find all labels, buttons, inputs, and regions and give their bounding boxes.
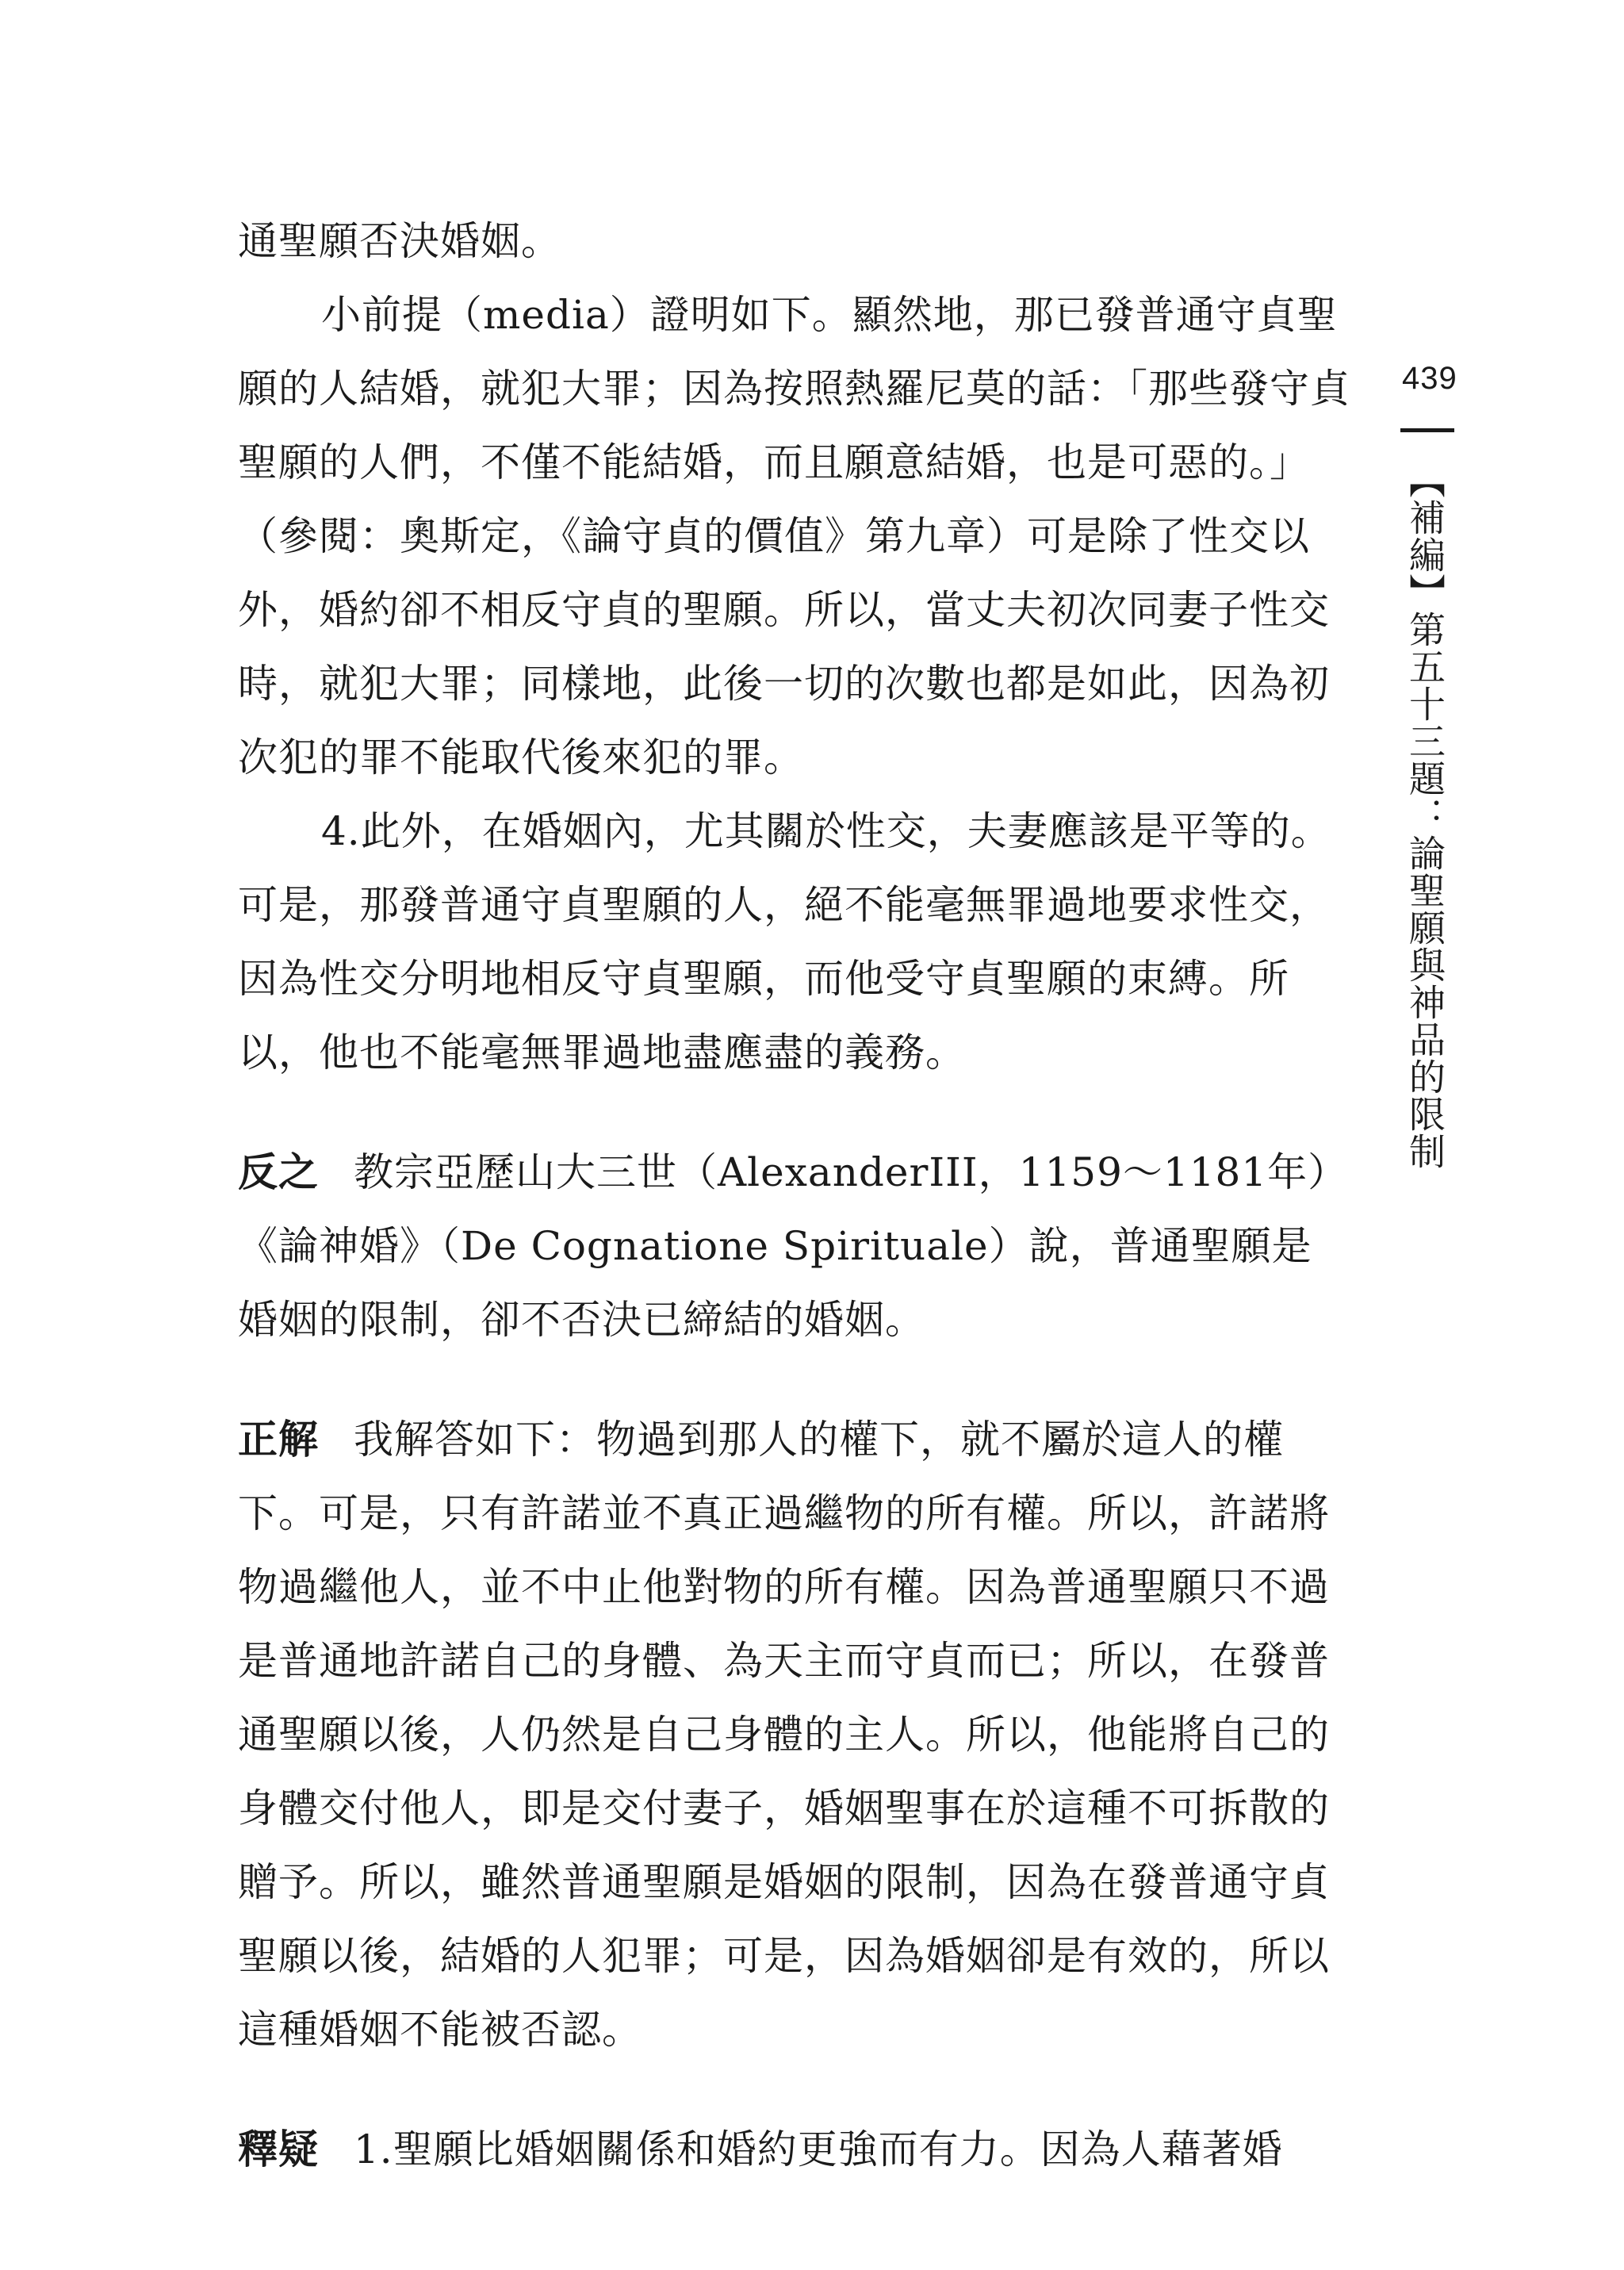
- on-the-contrary-text: 教宗亞歷山大三世（AlexanderIII，1159～1181年）《論神婚》（De Cognatione Spirituale）說，普通聖願是婚姻的限制，卻不否決已締結的婚姻。: [238, 1149, 1349, 1343]
- paragraph-answer: [238, 1403, 1352, 2067]
- paragraph-reply: [238, 2113, 1352, 2187]
- running-title: 【補編】第五十三題：論聖願與神品的限制: [1404, 462, 1446, 1170]
- section-label-on-the-contrary: 反之: [238, 1149, 319, 1195]
- reply-text: 1.聖願比婚姻關係和婚約更強而有力。因為人藉著婚: [354, 2126, 1283, 2172]
- paragraph-objection-4: 4.此外，在婚姻內，尤其關於性交，夫妻應該是平等的。可是，那發普通守貞聖願的人，絕不能毫無罪過地要求性交，因為性交分明地相反守貞聖願，而他受守貞聖願的束縛。所以，他也不能毫無罪過地盡應盡的義務。: [238, 808, 1331, 1076]
- answer-text: 我解答如下：物過到那人的權下，就不屬於這人的權下。可是，只有許諾並不真正過繼物的所有權。所以，許諾將物過繼他人，並不中止他對物的所有權。因為普通聖願只不過是普通地許諾自己的身體、為天主而守貞而已；所以，在發普通聖願以後，人仍然是自己身體的主人。所以，他能將自己的身體交付他人，即是交付妻子，婚姻聖事在於這種不可拆散的贈予。所以，雖然普通聖願是婚姻的限制，因為在發普通守貞聖願以後，結婚的人犯罪；可是，因為婚姻卻是有效的，所以這種婚姻不能被否認。: [238, 1417, 1330, 2053]
- running-header-rule: [1400, 428, 1454, 432]
- main-text-column: [238, 205, 1352, 2187]
- paragraph-on-the-contrary: [238, 1136, 1352, 1357]
- page-number: 439: [1402, 361, 1457, 396]
- section-label-answer: 正解: [238, 1417, 319, 1463]
- paragraph-continuation: 通聖願否決婚姻。: [238, 218, 561, 264]
- paragraph-minor-premise: 小前提（media）證明如下。顯然地，那已發普通守貞聖願的人結婚，就犯大罪；因為按照熱羅尼莫的話：「那些發守貞聖願的人們，不僅不能結婚，而且願意結婚，也是可惡的。」（參閱：奧斯定，《論守貞的價值》第九章）可是除了性交以外，婚約卻不相反守貞的聖願。所以，當丈夫初次同妻子性交時，就犯大罪；同樣地，此後一切的次數也都是如此，因為初次犯的罪不能取代後來犯的罪。: [238, 292, 1350, 780]
- section-label-reply: 釋疑: [238, 2126, 319, 2172]
